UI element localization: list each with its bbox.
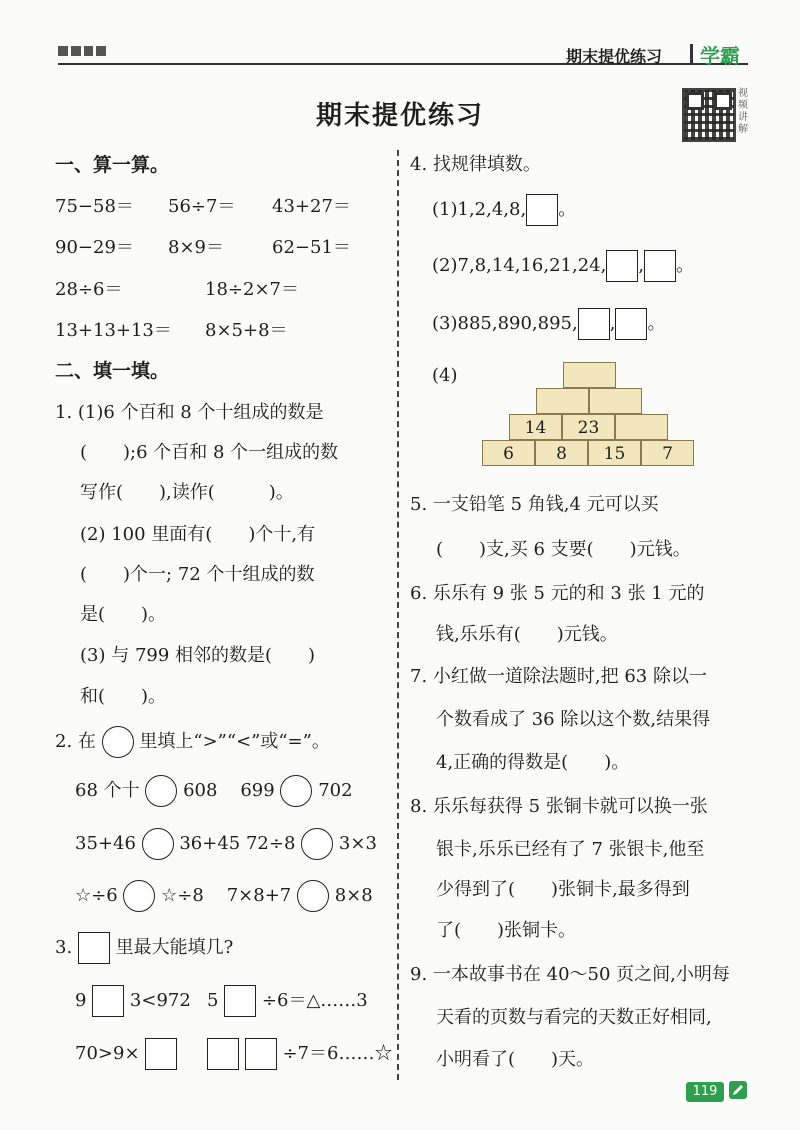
digit-prefix: 70>9×: [75, 1043, 140, 1064]
answer-circle[interactable]: [297, 880, 329, 912]
fill-digit-row: [207, 1038, 392, 1070]
punctuation: 。: [676, 255, 695, 276]
question-line: 6. 乐乐有 9 张 5 元的和 3 张 1 元的: [410, 583, 705, 604]
compare-left: 72÷8: [245, 833, 296, 854]
answer-box[interactable]: [78, 932, 110, 964]
compare-right: ☆÷8: [161, 885, 204, 906]
question-line: 天看的页数与看完的天数正好相同,: [436, 1007, 712, 1028]
compare-left: ☆÷6: [75, 885, 118, 906]
compare-row: [75, 880, 373, 912]
digit-prefix: 9: [75, 990, 87, 1011]
question-line: ( );6 个百和 8 个一组成的数: [80, 442, 339, 463]
compare-right: 702: [318, 780, 353, 801]
calc-item: 8×9＝: [168, 237, 224, 258]
page-title: 期末提优练习: [315, 101, 484, 131]
sequence-row: [432, 194, 576, 226]
calc-item: 8×5+8＝: [205, 320, 288, 341]
pyramid-cell: 6: [482, 440, 535, 466]
punctuation: 。: [558, 199, 577, 220]
page-number: 119: [686, 1082, 724, 1102]
question-line: 8. 乐乐每获得 5 张铜卡就可以换一张: [410, 796, 708, 817]
question-line: 钱,乐乐有( )元钱。: [436, 624, 618, 645]
qr-label: 视频讲解: [738, 88, 748, 135]
question-4-title: 4. 找规律填数。: [410, 154, 541, 175]
answer-box[interactable]: [245, 1038, 277, 1070]
fill-digit-row: [75, 1038, 177, 1070]
question-line: 个数看成了 36 除以这个数,结果得: [436, 709, 711, 730]
digit-prefix: 5: [207, 990, 219, 1011]
digit-suffix: 3<972: [129, 990, 191, 1011]
pyramid-cell[interactable]: [563, 362, 616, 388]
question-2: [55, 726, 330, 758]
question-3: [55, 932, 233, 964]
compare-row: [75, 828, 377, 860]
pencil-icon: [728, 1080, 748, 1100]
compare-left: 7×8+7: [226, 885, 292, 906]
answer-box[interactable]: [606, 250, 638, 282]
question-line: 是( )。: [80, 604, 167, 625]
sequence-row: [432, 250, 694, 282]
fill-digit-row: [75, 985, 191, 1017]
calc-item: 56÷7＝: [168, 196, 236, 217]
question-line: 银卡,乐乐已经有了 7 张银卡,他至: [436, 839, 705, 860]
question-line: 少得到了( )张铜卡,最多得到: [436, 879, 690, 900]
compare-right: 608: [183, 780, 218, 801]
answer-box[interactable]: [526, 194, 558, 226]
fill-digit-row: [207, 985, 368, 1017]
answer-box[interactable]: [145, 1038, 177, 1070]
sequence-text: (2)7,8,14,16,21,24,: [432, 255, 607, 276]
section-fill-in: 二、填一填。: [55, 360, 170, 382]
question-line: 1. (1)6 个百和 8 个十组成的数是: [55, 402, 324, 423]
question-line: 和( )。: [80, 686, 167, 707]
digit-suffix: ÷6＝△……3: [261, 990, 368, 1011]
question-line: ( )个一; 72 个十组成的数: [80, 564, 315, 585]
answer-circle[interactable]: [142, 828, 174, 860]
question-line: 4,正确的得数是( )。: [436, 752, 630, 773]
calc-item: 18÷2×7＝: [205, 279, 299, 300]
question-line: (3) 与 799 相邻的数是( ): [80, 645, 316, 666]
q2-suffix: 里填上“>”“<”或“=”。: [139, 731, 330, 752]
calc-item: 28÷6＝: [55, 279, 123, 300]
compare-right: 8×8: [334, 885, 373, 906]
punctuation: 。: [647, 313, 666, 334]
pyramid-cell[interactable]: [615, 414, 668, 440]
answer-box[interactable]: [644, 250, 676, 282]
compare-row: [75, 775, 353, 807]
punctuation: ,: [609, 313, 616, 334]
pyramid-cell: 15: [588, 440, 641, 466]
compare-left: 699: [240, 780, 275, 801]
q3-suffix: 里最大能填几?: [115, 937, 234, 958]
q2-prefix: 2. 在: [55, 731, 96, 752]
answer-box[interactable]: [578, 308, 610, 340]
question-line: 9. 一本故事书在 40～50 页之间,小明每: [410, 964, 730, 985]
column-divider: [397, 150, 399, 1080]
question-line: 写作( ),读作( )。: [80, 482, 294, 503]
header-separator: [690, 44, 693, 64]
pyramid-cell: 23: [562, 414, 615, 440]
answer-circle[interactable]: [102, 726, 134, 758]
question-line: (2) 100 里面有( )个十,有: [80, 524, 316, 545]
question-line: ( )支,买 6 支要( )元钱。: [436, 539, 691, 560]
header-title: 期末提优练习: [566, 47, 663, 66]
answer-box[interactable]: [207, 1038, 239, 1070]
calc-item: 13+13+13＝: [55, 320, 172, 341]
sequence-row: [432, 308, 665, 340]
compare-left: 68 个十: [75, 780, 140, 801]
pyramid-cell[interactable]: [589, 388, 642, 414]
compare-right: 36+45: [179, 833, 241, 854]
calc-item: 43+27＝: [272, 196, 351, 217]
answer-box[interactable]: [92, 985, 124, 1017]
q4-part4-label: (4): [432, 365, 458, 386]
compare-right: 3×3: [338, 833, 377, 854]
pyramid-cell: 7: [641, 440, 694, 466]
section-calculate: 一、算一算。: [55, 154, 170, 176]
header-marks: [58, 46, 106, 56]
digit-suffix: ÷7＝6……☆: [282, 1043, 393, 1064]
question-line: 5. 一支铅笔 5 角钱,4 元可以买: [410, 494, 659, 515]
sequence-text: (3)885,890,895,: [432, 313, 578, 334]
pyramid-cell: 14: [509, 414, 562, 440]
answer-circle[interactable]: [123, 880, 155, 912]
calc-item: 62−51＝: [272, 237, 351, 258]
pyramid-cell[interactable]: [536, 388, 589, 414]
calc-item: 90−29＝: [55, 237, 134, 258]
calc-item: 75−58＝: [55, 196, 134, 217]
answer-box[interactable]: [224, 985, 256, 1017]
qr-code-icon[interactable]: [682, 88, 736, 142]
punctuation: ,: [638, 255, 645, 276]
answer-circle[interactable]: [145, 775, 177, 807]
brand-logo: 学霸: [700, 44, 740, 68]
question-line: 7. 小红做一道除法题时,把 63 除以一: [410, 666, 707, 687]
question-line: 小明看了( )天。: [436, 1049, 595, 1070]
question-line: 了( )张铜卡。: [436, 920, 577, 941]
compare-left: 35+46: [75, 833, 136, 854]
answer-circle[interactable]: [280, 775, 312, 807]
sequence-text: (1)1,2,4,8,: [432, 199, 527, 220]
answer-circle[interactable]: [301, 828, 333, 860]
pyramid-cell: 8: [535, 440, 588, 466]
answer-box[interactable]: [615, 308, 647, 340]
q3-prefix: 3.: [55, 937, 73, 958]
